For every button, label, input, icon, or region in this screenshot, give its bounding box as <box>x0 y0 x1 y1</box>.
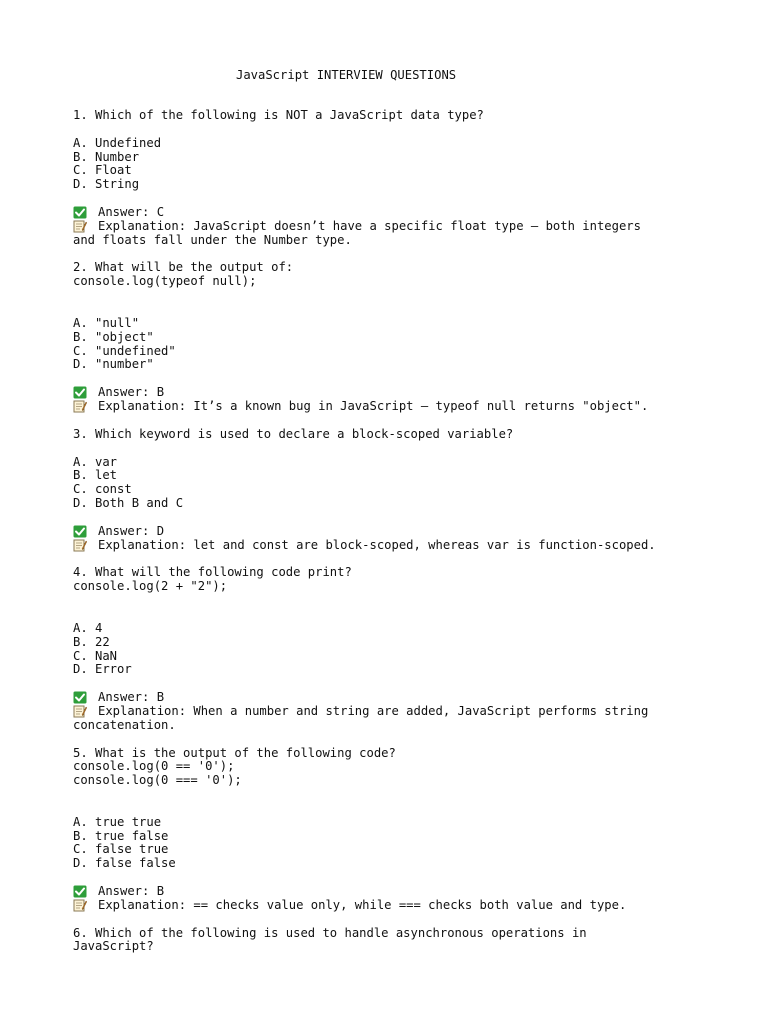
explanation-text: Explanation: == checks value only, while === checks both value and type. <box>98 897 627 912</box>
answer-line <box>73 206 713 220</box>
memo-icon <box>73 220 87 232</box>
explanation-line <box>73 400 713 414</box>
question-text: 5. What is the output of the following code? <box>73 745 396 760</box>
answer-line <box>73 691 713 705</box>
answer-option: C. NaN <box>73 648 118 663</box>
answer-option: A. Undefined <box>73 135 162 150</box>
explanation-text: Explanation: let and const are block-scoped, whereas var is function-scoped. <box>98 537 656 552</box>
memo-icon <box>73 400 87 412</box>
answer-option: A. 4 <box>73 620 103 635</box>
answer-option: C. Float <box>73 163 132 178</box>
explanation-line <box>73 220 713 234</box>
memo-icon <box>73 539 87 551</box>
code-line: console.log(0 === '0'); <box>73 773 242 788</box>
question-text: 1. Which of the following is NOT a JavaScript data type? <box>73 108 484 122</box>
memo-icon <box>73 705 87 717</box>
explanation-continuation: concatenation. <box>73 717 176 732</box>
question-text: 6. Which of the following is used to handle asynchronous operations in <box>73 925 587 940</box>
explanation-continuation: and floats fall under the Number type. <box>73 232 352 247</box>
answer-option: B. 22 <box>73 634 110 649</box>
answer-line <box>73 525 713 539</box>
question-text: 2. What will be the output of: <box>73 260 294 275</box>
answer-option: B. let <box>73 468 118 483</box>
explanation-line <box>73 899 713 913</box>
question-text-continuation: JavaScript? <box>73 939 154 954</box>
check-mark-icon <box>73 885 87 897</box>
code-line: console.log(typeof null); <box>73 274 257 289</box>
answer-option: C. const <box>73 482 132 497</box>
code-line: console.log(0 == '0'); <box>73 759 235 774</box>
answer-text: Answer: C <box>98 204 165 219</box>
answer-text: Answer: D <box>98 523 165 538</box>
explanation-text: Explanation: JavaScript doesn’t have a specific float type — both integers <box>98 218 641 233</box>
answer-text: Answer: B <box>98 884 165 899</box>
check-mark-icon <box>73 386 87 398</box>
answer-option: B. true false <box>73 828 169 843</box>
answer-option: D. "number" <box>73 357 154 372</box>
question-text: 3. Which keyword is used to declare a block-scoped variable? <box>73 426 514 441</box>
answer-option: A. true true <box>73 814 162 829</box>
explanation-line <box>73 705 713 719</box>
answer-text: Answer: B <box>98 690 165 705</box>
answer-option: A. var <box>73 454 118 469</box>
memo-icon <box>73 899 87 911</box>
explanation-line <box>73 539 713 553</box>
check-mark-icon <box>73 691 87 703</box>
explanation-text: Explanation: It’s a known bug in JavaScript — typeof null returns "object". <box>98 398 649 413</box>
check-mark-icon <box>73 525 87 537</box>
answer-option: C. false true <box>73 842 169 857</box>
answer-line <box>73 885 713 899</box>
questions-list <box>73 109 713 954</box>
answer-option: D. String <box>73 177 140 192</box>
answer-option: D. Both B and C <box>73 495 184 510</box>
answer-option: D. false false <box>73 856 176 871</box>
explanation-text: Explanation: When a number and string are added, JavaScript performs string <box>98 703 649 718</box>
page-title: JavaScript INTERVIEW QUESTIONS <box>236 68 457 82</box>
question-text: 4. What will the following code print? <box>73 565 352 580</box>
answer-option: A. "null" <box>73 315 140 330</box>
answer-option: B. Number <box>73 149 140 164</box>
code-line: console.log(2 + "2"); <box>73 579 228 594</box>
answer-line <box>73 386 713 400</box>
answer-option: C. "undefined" <box>73 343 176 358</box>
answer-option: D. Error <box>73 662 132 677</box>
answer-text: Answer: B <box>98 385 165 400</box>
check-mark-icon <box>73 206 87 218</box>
answer-option: B. "object" <box>73 329 154 344</box>
